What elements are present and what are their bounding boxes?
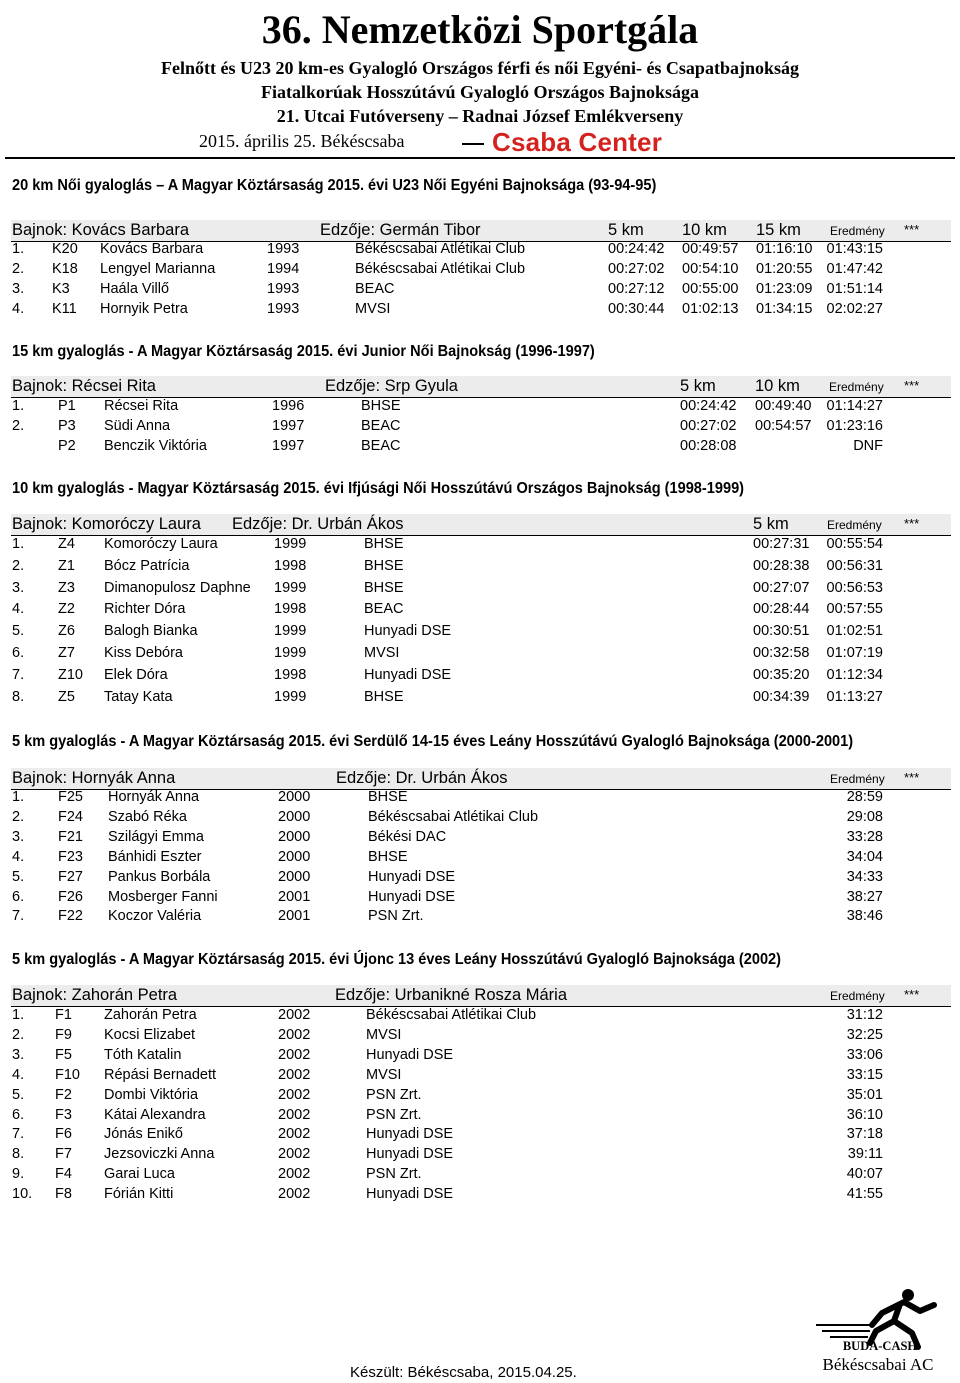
bib-number: F4	[55, 1166, 72, 1183]
athlete-name: Benczik Viktória	[104, 438, 207, 455]
bib-number: F26	[58, 888, 83, 905]
birth-year: 2002	[278, 1186, 311, 1203]
athlete-name: Jezsoviczki Anna	[104, 1146, 215, 1163]
result-row	[0, 908, 960, 928]
birth-year: 2001	[278, 888, 311, 905]
place: 4.	[12, 301, 25, 318]
champion-label: Bajnok: Récsei Rita	[12, 377, 156, 395]
split-header: 10 km	[755, 377, 800, 395]
club-name: BHSE	[364, 536, 404, 552]
place: 2.	[12, 418, 25, 435]
split-header: 5 km	[608, 221, 644, 239]
athlete-name: Balogh Bianka	[104, 623, 198, 640]
final-result: 33:15	[846, 1066, 883, 1083]
result-row	[0, 623, 960, 643]
result-header: Eredmény	[827, 518, 882, 532]
result-header: Eredmény	[830, 772, 885, 786]
place: 6.	[12, 645, 25, 661]
athlete-name: Szilágyi Emma	[108, 828, 204, 845]
result-row	[0, 418, 960, 438]
split-time: 00:28:44	[753, 601, 810, 618]
place: 3.	[12, 1046, 25, 1063]
page-title: 36. Nemzetközi Sportgála	[261, 7, 699, 52]
result-row	[0, 281, 960, 301]
final-result: 34:33	[846, 868, 883, 885]
birth-year: 2002	[278, 1146, 311, 1163]
athlete-name: Récsei Rita	[104, 398, 179, 414]
bib-number: F10	[55, 1066, 80, 1083]
split-time: 00:55:00	[682, 281, 739, 298]
result-header: Eredmény	[829, 380, 884, 394]
birth-year: 1999	[274, 579, 307, 596]
split-time: 00:24:42	[680, 398, 737, 414]
club-name: BHSE	[368, 848, 408, 865]
result-row	[0, 1186, 960, 1206]
final-result: 01:07:19	[826, 645, 883, 661]
result-row	[0, 809, 960, 829]
place: 4.	[12, 601, 25, 618]
sponsor-logo: Csaba Center	[492, 127, 663, 157]
result-row	[0, 1107, 960, 1127]
bib-number: Z2	[58, 601, 75, 618]
bib-number: K3	[52, 281, 70, 298]
place: 9.	[12, 1166, 25, 1183]
birth-year: 2000	[278, 808, 311, 825]
split-header: 15 km	[756, 221, 801, 239]
birth-year: 1993	[267, 281, 300, 298]
bib-number: F3	[55, 1106, 72, 1123]
result-row	[0, 261, 960, 281]
final-result: 33:06	[846, 1046, 883, 1063]
result-row	[0, 1067, 960, 1087]
athlete-name: Richter Dóra	[104, 601, 186, 618]
athlete-name: Kocsi Elizabet	[104, 1026, 196, 1043]
final-result: 32:25	[846, 1026, 883, 1043]
birth-year: 2002	[278, 1026, 311, 1043]
final-result: 37:18	[846, 1126, 883, 1143]
split-time: 00:28:38	[753, 557, 810, 574]
result-row	[0, 1126, 960, 1146]
bib-number: F23	[58, 848, 83, 865]
bib-number: Z5	[58, 688, 75, 705]
split-time: 00:27:31	[753, 536, 810, 552]
place: 3.	[12, 281, 25, 298]
athlete-name: Kiss Debóra	[104, 645, 183, 661]
coach-label: Edzője: Dr. Urbán Ákos	[232, 515, 404, 533]
final-result: 00:55:54	[826, 536, 883, 552]
split-time: 00:35:20	[753, 666, 810, 683]
club-name: Hunyadi DSE	[368, 868, 456, 885]
place: 10.	[12, 1186, 33, 1203]
bib-number: F1	[55, 1007, 72, 1023]
athlete-name: Szabó Réka	[108, 808, 187, 825]
final-result: 31:12	[846, 1007, 883, 1023]
bib-number: F25	[58, 789, 83, 805]
bib-number: F7	[55, 1146, 72, 1163]
section-header-row	[0, 220, 960, 242]
birth-year: 1993	[267, 241, 300, 257]
birth-year: 1993	[267, 301, 300, 318]
club-name: Békéscsabai Atlétikai Club	[355, 241, 526, 257]
athlete-name: Bócz Patrícia	[104, 557, 190, 574]
result-row	[0, 667, 960, 687]
split-time: 00:30:44	[608, 301, 665, 318]
club-name: BEAC	[364, 601, 404, 618]
birth-year: 2000	[278, 848, 311, 865]
birth-year: 1996	[272, 398, 305, 414]
athlete-name: Jónás Enikő	[104, 1126, 183, 1143]
logo-line-2: Békéscsabai AC	[822, 1355, 934, 1374]
final-result: 01:51:14	[826, 281, 883, 298]
final-result: 01:23:16	[826, 418, 883, 435]
final-result: 01:12:34	[826, 666, 883, 683]
result-row	[0, 1047, 960, 1067]
final-result: 38:46	[846, 908, 883, 925]
birth-year: 1997	[272, 418, 305, 435]
club-name: BHSE	[364, 557, 404, 574]
place: 7.	[12, 1126, 25, 1143]
birth-year: 1999	[274, 645, 307, 661]
split-time: 00:27:12	[608, 281, 665, 298]
birth-year: 2002	[278, 1106, 311, 1123]
place: 8.	[12, 688, 25, 705]
place: 5.	[12, 623, 25, 640]
place: 6.	[12, 888, 25, 905]
place: 1.	[12, 241, 25, 257]
stars-marker: ***	[904, 378, 920, 393]
birth-year: 2002	[278, 1046, 311, 1063]
athlete-name: Kovács Barbara	[100, 241, 204, 257]
place: 2.	[12, 808, 25, 825]
bib-number: F21	[58, 828, 83, 845]
split-time: 01:34:15	[756, 301, 813, 318]
result-row	[0, 849, 960, 869]
place: 1.	[12, 536, 25, 552]
final-result: 38:27	[846, 888, 883, 905]
place: 3.	[12, 579, 25, 596]
club-name: Békési DAC	[368, 828, 447, 845]
split-time: 00:49:57	[682, 241, 739, 257]
result-row	[0, 1087, 960, 1107]
result-row	[0, 645, 960, 665]
split-time: 00:32:58	[753, 645, 810, 661]
result-row	[0, 241, 960, 261]
final-result: DNF	[853, 438, 883, 455]
birth-year: 1998	[274, 666, 307, 683]
club-name: BHSE	[364, 688, 404, 705]
club-name: MVSI	[355, 301, 391, 318]
birth-year: 2000	[278, 828, 311, 845]
final-result: 02:02:27	[826, 301, 883, 318]
result-row	[0, 869, 960, 889]
stars-marker: ***	[904, 770, 920, 785]
result-row	[0, 580, 960, 600]
final-result: 41:55	[846, 1186, 883, 1203]
section-title: 5 km gyaloglás - A Magyar Köztársaság 2015. évi Újonc 13 éves Leány Hosszútávú Gyalogló Bajnoksága (2002)	[12, 951, 782, 968]
club-name: Hunyadi DSE	[366, 1186, 454, 1203]
bib-number: Z3	[58, 579, 75, 596]
result-row	[0, 789, 960, 809]
bib-number: F5	[55, 1046, 72, 1063]
result-header: Eredmény	[830, 989, 885, 1003]
bib-number: F2	[55, 1086, 72, 1103]
club-name: PSN Zrt.	[366, 1166, 422, 1183]
result-header: Eredmény	[830, 224, 885, 238]
split-header: 5 km	[753, 515, 789, 533]
athlete-name: Pankus Borbála	[108, 868, 211, 885]
place: 5.	[12, 868, 25, 885]
final-result: 00:57:55	[826, 601, 883, 618]
club-name: Hunyadi DSE	[368, 888, 456, 905]
bib-number: P3	[58, 418, 76, 435]
final-result: 00:56:31	[826, 557, 883, 574]
section-header-row	[0, 768, 960, 790]
section-title: 15 km gyaloglás - A Magyar Köztársaság 2015. évi Junior Női Bajnokság (1996-1997)	[12, 343, 595, 360]
coach-label: Edzője: Germán Tibor	[320, 221, 481, 239]
athlete-name: Répási Bernadett	[104, 1066, 217, 1083]
champion-label: Bajnok: Kovács Barbara	[12, 221, 190, 239]
birth-year: 1999	[274, 623, 307, 640]
club-name: BHSE	[368, 789, 408, 805]
athlete-name: Garai Luca	[104, 1166, 175, 1183]
place: 3.	[12, 828, 25, 845]
place: 4.	[12, 848, 25, 865]
result-row	[0, 689, 960, 709]
result-row	[0, 438, 960, 458]
athlete-name: Lengyel Marianna	[100, 261, 216, 278]
place: 1.	[12, 1007, 25, 1023]
final-result: 01:02:51	[826, 623, 883, 640]
bib-number: K20	[52, 241, 78, 257]
bib-number: F22	[58, 908, 83, 925]
bib-number: F6	[55, 1126, 72, 1143]
athlete-name: Dombi Viktória	[104, 1086, 199, 1103]
athlete-name: Dimanopulosz Daphne	[104, 579, 251, 596]
place: 4.	[12, 1066, 25, 1083]
logo-line-1: BUDA-CASH	[842, 1339, 918, 1353]
club-name: MVSI	[364, 645, 400, 661]
result-row	[0, 1146, 960, 1166]
club-name: BHSE	[364, 579, 404, 596]
athlete-name: Mosberger Fanni	[108, 888, 218, 905]
final-result: 28:59	[846, 789, 883, 805]
split-time: 01:20:55	[756, 261, 813, 278]
result-row	[0, 558, 960, 578]
split-time: 00:27:02	[680, 418, 737, 435]
final-result: 39:11	[847, 1146, 883, 1163]
bib-number: P1	[58, 398, 76, 414]
club-name: Hunyadi DSE	[364, 666, 452, 683]
place: 5.	[12, 1086, 25, 1103]
club-name: Hunyadi DSE	[366, 1046, 454, 1063]
athlete-name: Bánhidi Eszter	[108, 848, 202, 865]
coach-label: Edzője: Urbanikné Rosza Mária	[335, 986, 568, 1004]
result-row	[0, 1007, 960, 1027]
place: 6.	[12, 1106, 25, 1123]
stars-marker: ***	[904, 222, 920, 237]
date-place: 2015. április 25. Békéscsaba	[199, 131, 405, 151]
club-name: PSN Zrt.	[366, 1086, 422, 1103]
header-rule	[5, 157, 955, 159]
club-name: PSN Zrt.	[366, 1106, 422, 1123]
athlete-name: Elek Dóra	[104, 666, 168, 683]
stars-marker: ***	[904, 516, 920, 531]
bib-number: K18	[52, 261, 78, 278]
final-result: 34:04	[846, 848, 883, 865]
result-row	[0, 829, 960, 849]
athlete-name: Südi Anna	[104, 418, 171, 435]
birth-year: 1999	[274, 536, 307, 552]
split-time: 00:49:40	[755, 398, 812, 414]
birth-year: 2002	[278, 1086, 311, 1103]
place: 2.	[12, 261, 25, 278]
place: 8.	[12, 1146, 25, 1163]
place: 7.	[12, 908, 25, 925]
section-title: 5 km gyaloglás - A Magyar Köztársaság 2015. évi Serdülő 14-15 éves Leány Hosszútávú Gyalogló Bajnoksága (2000-2001)	[12, 733, 854, 750]
split-time: 00:54:10	[682, 261, 739, 278]
bib-number: P2	[58, 438, 76, 455]
final-result: 35:01	[846, 1086, 883, 1103]
split-time: 01:23:09	[756, 281, 813, 298]
club-name: BEAC	[361, 438, 401, 455]
final-result: 40:07	[846, 1166, 883, 1183]
club-name: PSN Zrt.	[368, 908, 424, 925]
club-name: Hunyadi DSE	[364, 623, 452, 640]
birth-year: 1998	[274, 601, 307, 618]
section-header-row	[0, 985, 960, 1007]
result-row	[0, 398, 960, 418]
athlete-name: Koczor Valéria	[108, 908, 202, 925]
final-result: 01:13:27	[826, 688, 883, 705]
final-result: 01:47:42	[826, 261, 883, 278]
final-result: 01:14:27	[826, 398, 883, 414]
athlete-name: Fórián Kitti	[104, 1186, 174, 1203]
birth-year: 2002	[278, 1166, 311, 1183]
birth-year: 1998	[274, 557, 307, 574]
birth-year: 2000	[278, 789, 311, 805]
birth-year: 2001	[278, 908, 311, 925]
club-name: BEAC	[361, 418, 401, 435]
result-row	[0, 536, 960, 556]
bib-number: Z10	[58, 666, 83, 683]
athlete-name: Kátai Alexandra	[104, 1106, 206, 1123]
club-name: BHSE	[361, 398, 401, 414]
split-header: 5 km	[680, 377, 716, 395]
club-name: Hunyadi DSE	[366, 1146, 454, 1163]
final-result: 36:10	[846, 1106, 883, 1123]
final-result: 33:28	[846, 828, 883, 845]
split-time: 01:02:13	[682, 301, 739, 318]
athlete-name: Hornyik Petra	[100, 301, 188, 318]
athlete-name: Tóth Katalin	[104, 1046, 182, 1063]
split-time: 00:30:51	[753, 623, 810, 640]
date-dash	[462, 143, 484, 145]
club-name: Hunyadi DSE	[366, 1126, 454, 1143]
split-time: 00:27:02	[608, 261, 665, 278]
bib-number: F27	[58, 868, 83, 885]
bib-number: F8	[55, 1186, 72, 1203]
footer-made: Készült: Békéscsaba, 2015.04.25.	[350, 1364, 577, 1381]
athlete-name: Hornyák Anna	[108, 789, 200, 805]
split-time: 01:16:10	[756, 241, 813, 257]
split-time: 00:54:57	[755, 418, 812, 435]
subtitle-line-2: Fiatalkorúak Hosszútávú Gyalogló Országos Bajnoksága	[260, 82, 700, 102]
stars-marker: ***	[904, 987, 920, 1002]
club-name: Békéscsabai Atlétikai Club	[355, 261, 526, 278]
section-title: 20 km Női gyaloglás – A Magyar Köztársaság 2015. évi U23 Női Egyéni Bajnoksága (93-94-95)	[12, 177, 657, 194]
place: 1.	[12, 789, 25, 805]
result-row	[0, 301, 960, 321]
club-name: Békéscsabai Atlétikai Club	[368, 808, 539, 825]
result-row	[0, 1027, 960, 1047]
place: 2.	[12, 557, 25, 574]
place: 7.	[12, 666, 25, 683]
bib-number: K11	[52, 301, 77, 318]
club-name: BEAC	[355, 281, 395, 298]
coach-label: Edzője: Dr. Urbán Ákos	[336, 769, 508, 787]
champion-label: Bajnok: Komoróczy Laura	[12, 515, 201, 533]
bib-number: Z1	[58, 557, 75, 574]
athlete-name: Haála Villő	[100, 281, 170, 298]
club-name: Békéscsabai Atlétikai Club	[366, 1007, 537, 1023]
result-row	[0, 601, 960, 621]
bib-number: F24	[58, 808, 83, 825]
birth-year: 1997	[272, 438, 305, 455]
section-header-row	[0, 376, 960, 398]
section-title: 10 km gyaloglás - Magyar Köztársaság 2015. évi Ifjúsági Női Hosszútávú Országos Bajnokság (1998-1999)	[12, 480, 745, 497]
birth-year: 2002	[278, 1126, 311, 1143]
bib-number: Z6	[58, 623, 75, 640]
place: 1.	[12, 398, 25, 414]
split-header: 10 km	[682, 221, 727, 239]
birth-year: 2002	[278, 1066, 311, 1083]
split-time: 00:27:07	[753, 579, 810, 596]
bib-number: F9	[55, 1026, 72, 1043]
birth-year: 1994	[267, 261, 300, 278]
place: 2.	[12, 1026, 25, 1043]
result-row	[0, 889, 960, 909]
athlete-name: Zahorán Petra	[104, 1007, 197, 1023]
club-name: MVSI	[366, 1066, 402, 1083]
section-header-row	[0, 514, 960, 536]
champion-label: Bajnok: Hornyák Anna	[12, 769, 176, 787]
athlete-name: Tatay Kata	[104, 688, 173, 705]
birth-year: 1999	[274, 688, 307, 705]
split-time: 00:28:08	[680, 438, 737, 455]
final-result: 01:43:15	[826, 241, 883, 257]
subtitle-line-1: Felnőtt és U23 20 km-es Gyalogló Országos férfi és női Egyéni- és Csapatbajnokság	[161, 58, 799, 78]
split-time: 00:24:42	[608, 241, 665, 257]
athlete-name: Komoróczy Laura	[104, 536, 218, 552]
bib-number: Z7	[58, 645, 75, 661]
club-name: MVSI	[366, 1026, 402, 1043]
coach-label: Edzője: Srp Gyula	[325, 377, 458, 395]
champion-label: Bajnok: Zahorán Petra	[12, 986, 178, 1004]
bib-number: Z4	[58, 536, 75, 552]
birth-year: 2002	[278, 1007, 311, 1023]
final-result: 29:08	[846, 808, 883, 825]
result-row	[0, 1166, 960, 1186]
split-time: 00:34:39	[753, 688, 810, 705]
birth-year: 2000	[278, 868, 311, 885]
subtitle-line-3: 21. Utcai Futóverseny – Radnai József Emlékverseny	[276, 106, 684, 126]
final-result: 00:56:53	[826, 579, 883, 596]
